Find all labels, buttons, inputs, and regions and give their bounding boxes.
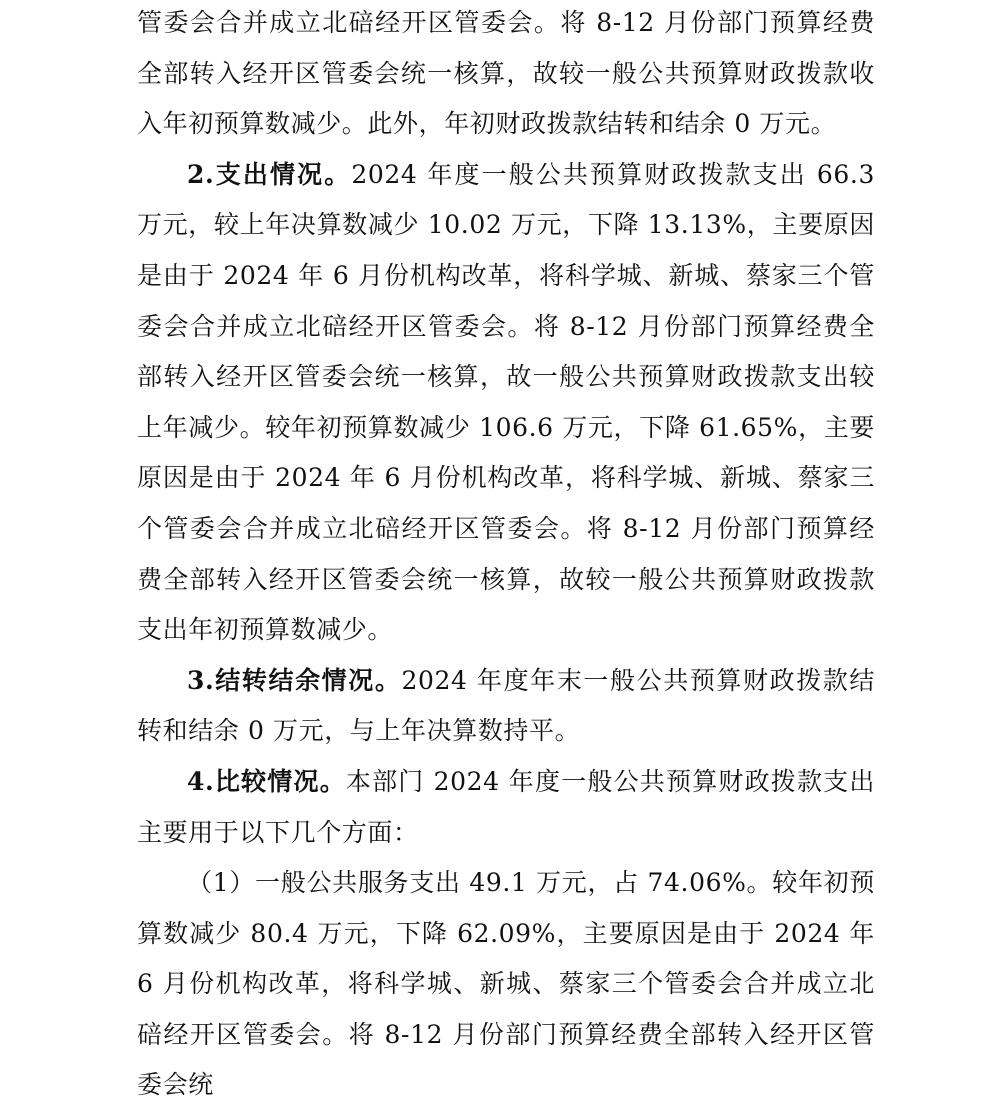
section-heading-comparison: 4.比较情况。 [187,766,346,796]
paragraph-text: 本部门 2024 年度一般公共预算财政拨款支出主要用于以下几个方面： [137,766,875,847]
paragraph-income-continuation [137,0,875,150]
section-heading-carryover: 3.结转结余情况。 [187,665,402,695]
paragraph-comparison [137,757,875,858]
paragraph-text: 管委会合并成立北碚经开区管委会。将 8-12 月份部门预算经费全部转入经开区管委会统一核算，故较一般公共预算财政拨款收入年初预算数减少。此外，年初财政拨款结转和结余 0 万元。 [137,8,875,139]
section-heading-expenditure: 2.支出情况。 [187,159,352,189]
paragraph-text: 2024 年度年末一般公共预算财政拨款结转和结余 0 万元，与上年决算数持平。 [137,665,876,746]
paragraph-item-general-public-services [137,858,875,1111]
paragraph-carryover-balance [137,656,875,757]
document-page [137,0,875,1111]
paragraph-expenditure [137,150,875,656]
paragraph-text: （1）一般公共服务支出 49.1 万元，占 74.06%。较年初预算数减少 80.4 万元，下降 62.09%，主要原因是由于 2024 年 6 月份机构改革，将科学城、新城、蔡家三个管委会合并成立北碚经开区管委会。将 8-12 月份部门预算经费全部转入经开区管委会统 [137,868,875,1100]
paragraph-text: 2024 年度一般公共预算财政拨款支出 66.3 万元，较上年决算数减少 10.02 万元，下降 13.13%，主要原因是由于 2024 年 6 月份机构改革，将科学城、新城、蔡家三个管委会合并成立北碚经开区管委会。将 8-12 月份部门预算经费全部转入经开区管委会统一核算，故一般公共预算财政拨款支出较上年减少。较年初预算数减少 106.6 万元，下降 61.65%，主要原因是由于 2024 年 6 月份机构改革，将科学城、新城、蔡家三个管委会合并成立北碚经开区管委会。将 8-12 月份部门预算经费全部转入经开区管委会统一核算，故较一般公共预算财政拨款支出年初预算数减少。 [137,159,875,645]
